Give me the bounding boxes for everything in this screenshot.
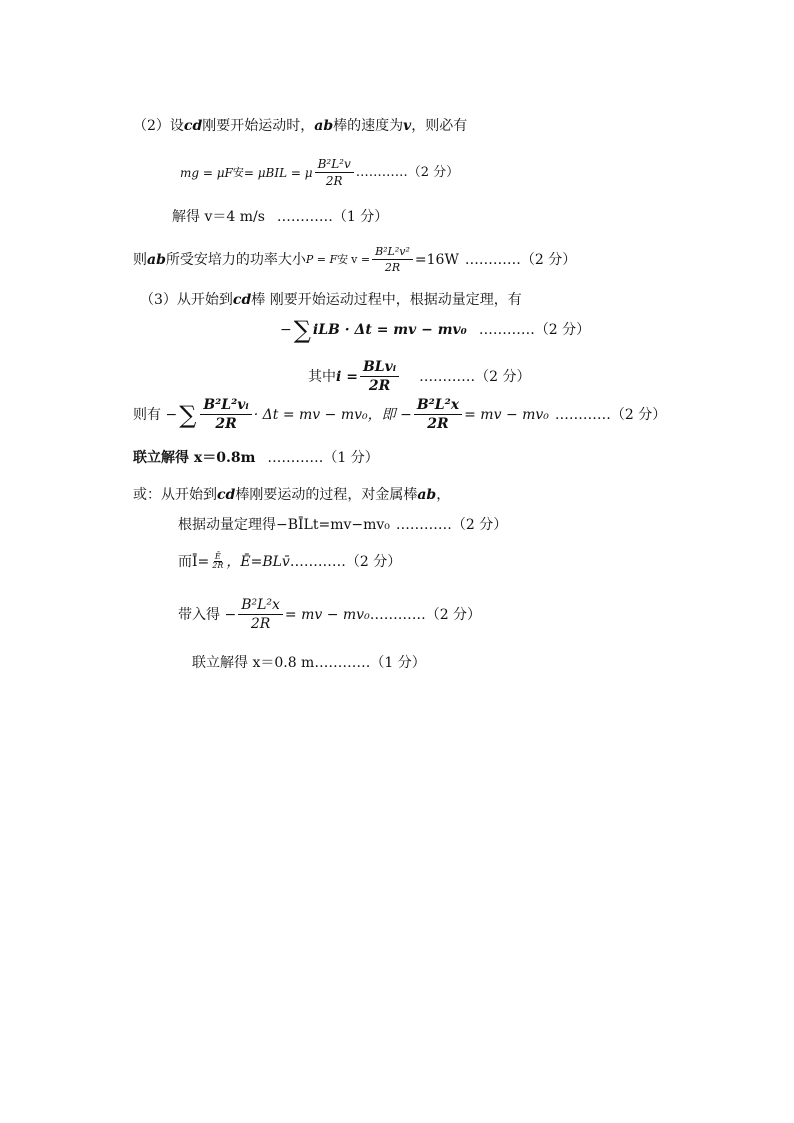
text: 根据动量定理得−BĪLt=mv−mv₀ <box>178 517 390 533</box>
fraction <box>211 553 224 570</box>
var-cd: cd <box>232 292 252 308</box>
numerator: B²L²v² <box>372 246 413 260</box>
numerator: B²L²v <box>315 158 354 173</box>
denominator: 2R <box>368 378 391 394</box>
alt-substitute <box>178 598 481 631</box>
equation-current <box>308 360 530 393</box>
sigma-symbol: ∑ <box>179 400 197 429</box>
score-dots: …………（2 分） <box>395 517 508 533</box>
fraction <box>200 398 251 431</box>
denominator: 2R <box>427 416 449 432</box>
score-dots: …………（1 分） <box>314 655 426 671</box>
text: （2）设 <box>133 118 184 134</box>
numerator: Ē <box>214 552 221 561</box>
score-dots: …………（2 分） <box>419 368 531 385</box>
text: 刚要开始运动时， <box>202 118 315 134</box>
text: 联立解得 x＝0.8m <box>133 450 256 466</box>
var-cd: cd <box>217 487 236 503</box>
result: =16W <box>414 251 459 268</box>
score-dots: …………（2 分） <box>355 165 460 180</box>
denominator: 2R <box>250 616 271 632</box>
numerator: B²L²x <box>414 398 462 415</box>
score-dots: …………（1 分） <box>276 209 389 225</box>
expr: ，Ē=BLv̄ <box>226 553 290 570</box>
expr: = mv − mv₀ <box>464 406 549 423</box>
numerator: BLvᵢ <box>360 360 399 377</box>
fraction <box>414 398 462 431</box>
minus: − <box>280 322 292 338</box>
denominator: 2R <box>384 261 401 274</box>
text: 棒的速度为 <box>333 118 404 134</box>
text: ，则必有 <box>411 118 468 134</box>
denominator: 2R <box>212 561 224 570</box>
score-dots: …………（2 分） <box>369 606 482 623</box>
text: 则 <box>133 251 147 268</box>
expr: mg = μF <box>180 165 233 180</box>
text: 解得 v＝4 m/s <box>172 209 265 225</box>
text: 联立解得 x＝0.8 m <box>192 655 315 671</box>
equation-sum <box>133 398 666 431</box>
subscript-an: 安 <box>232 166 244 179</box>
line-2-intro <box>133 119 467 133</box>
score-dots: …………（1 分） <box>267 450 379 466</box>
equation-momentum <box>280 318 590 342</box>
expr: i = <box>336 368 358 385</box>
fraction <box>315 158 354 187</box>
var-v: v <box>403 118 412 134</box>
denominator: 2R <box>215 416 237 432</box>
fraction <box>238 598 283 631</box>
denominator: 2R <box>325 174 343 188</box>
text: 则有 − <box>133 406 178 423</box>
sigma-symbol: ∑ <box>293 316 311 344</box>
text: 所受安培力的功率大小 <box>165 251 306 268</box>
subscript-an: 安 <box>337 253 349 266</box>
text: （3）从开始到 <box>140 292 233 308</box>
text: 其中 <box>308 368 336 385</box>
var-ab: ab <box>147 251 166 268</box>
fraction <box>360 360 399 393</box>
power-line <box>133 246 576 273</box>
expr: P = F <box>305 253 338 266</box>
var-ab: ab <box>314 118 334 134</box>
text: ， <box>436 487 451 503</box>
numerator: B²L²vᵢ <box>200 398 251 415</box>
numerator: B²L²x <box>238 598 283 615</box>
text: 棒刚要运动的过程，对金属棒 <box>235 487 418 503</box>
text: 棒 刚要开始运动过程中，根据动量定理，有 <box>251 292 522 308</box>
score-dots: …………（2 分） <box>464 251 577 268</box>
alt-momentum <box>178 518 507 532</box>
expr: · Δt = mv − mv₀，即 − <box>253 406 412 423</box>
line-3-intro <box>140 293 522 307</box>
expr: = mv − mv₀ <box>284 606 370 623</box>
expr: iLB · Δt = mv − mv₀ <box>312 322 467 338</box>
equation-mg <box>180 158 459 187</box>
alt-solve-x <box>192 656 426 670</box>
text: 带入得 − <box>178 606 237 623</box>
expr: = μBIL = μ <box>243 165 313 180</box>
solve-v <box>172 210 388 224</box>
fraction <box>372 246 413 273</box>
expr: v = <box>351 253 371 266</box>
score-dots: …………（2 分） <box>478 322 591 338</box>
var-ab: ab <box>417 487 437 503</box>
score-dots: …………（2 分） <box>289 553 402 570</box>
alt-current <box>178 553 401 570</box>
var-cd: cd <box>183 118 203 134</box>
solve-x <box>133 451 379 465</box>
text: 或：从开始到 <box>133 487 217 503</box>
text: 而Ī= <box>178 553 210 570</box>
alt-intro <box>133 488 450 502</box>
score-dots: …………（2 分） <box>554 406 667 423</box>
